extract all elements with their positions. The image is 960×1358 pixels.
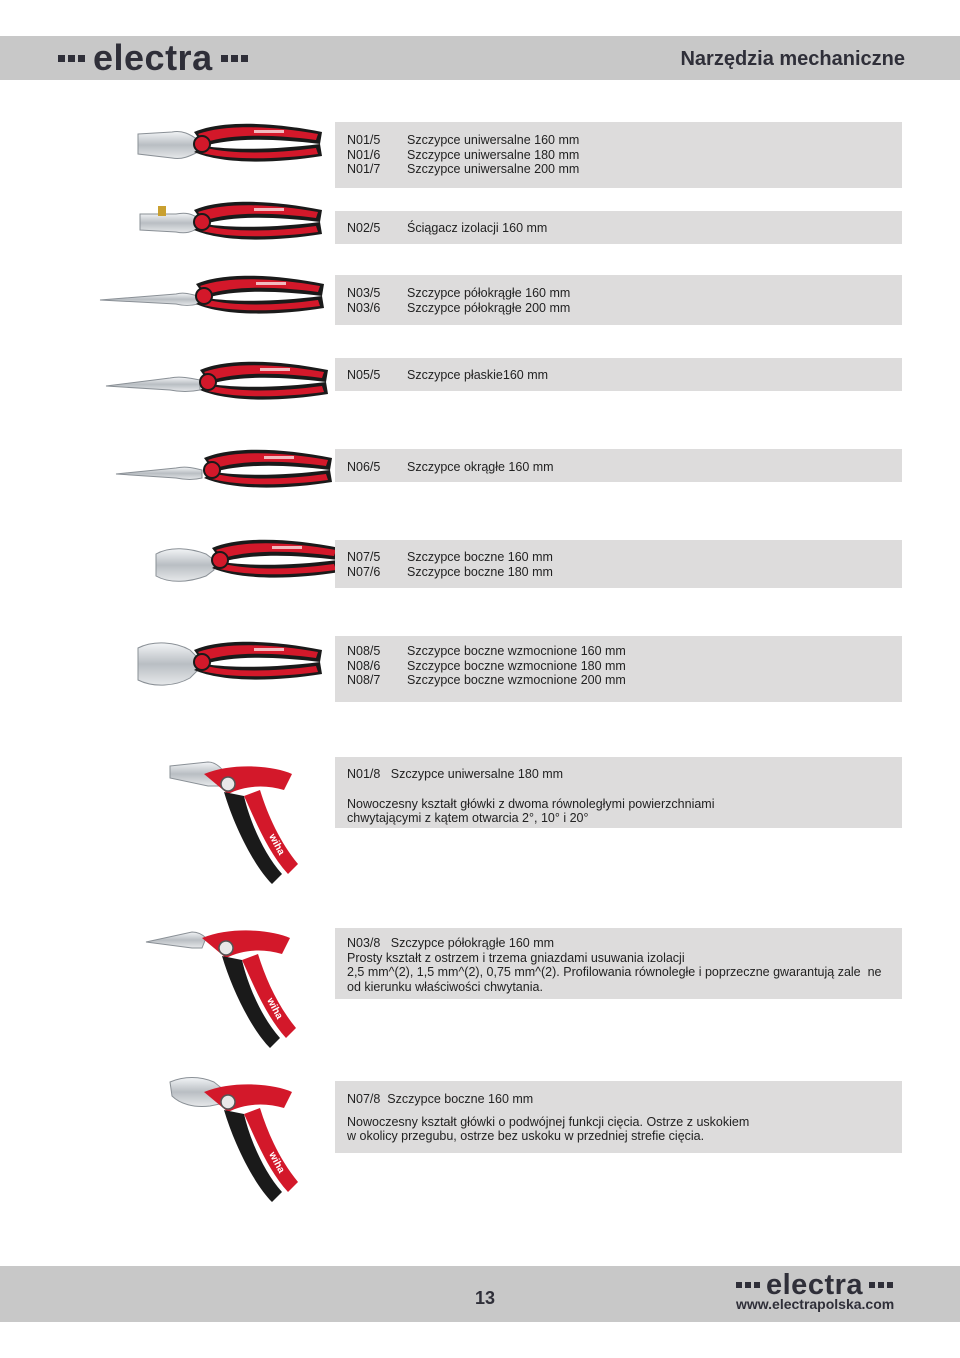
reinforced-side-cutters-image — [132, 632, 332, 698]
product-code: N05/5 — [347, 368, 381, 382]
featured-desc-line: chwytającymi z kątem otwarcia 2°, 10° i 20° — [347, 811, 589, 825]
modern-universal-pliers-image — [164, 756, 314, 886]
featured-desc-line: w okolicy przegubu, ostrze bez uskoku w przedniej strefie cięcia. — [347, 1129, 705, 1143]
product-name: Szczypce boczne wzmocnione 160 mm — [407, 644, 626, 658]
featured-desc-line: Prosty kształt z ostrzem i trzema gniazdami usuwania izolacji — [347, 950, 685, 965]
brand-name: electra — [93, 37, 213, 78]
product-name: Szczypce uniwersalne 180 mm — [407, 147, 580, 162]
product-row-n08 — [335, 636, 902, 702]
modern-side-cutters-image — [164, 1070, 314, 1210]
brand-logo — [58, 38, 248, 78]
product-name: Ściągacz izolacji 160 mm — [407, 221, 548, 235]
product-name: Szczypce boczne 160 mm — [407, 550, 553, 564]
product-row-n03 — [335, 275, 902, 325]
product-name: Szczypce boczne 180 mm — [407, 564, 553, 579]
pliers-universal-image — [132, 118, 332, 178]
logo-dots-left — [736, 1282, 760, 1288]
product-name: Szczypce półokrągłe 160 mm — [407, 286, 571, 300]
product-code: N03/6 — [347, 300, 381, 315]
product-name: Szczypce okrągłe 160 mm — [407, 460, 554, 474]
product-name: Szczypce płaskie160 mm — [407, 368, 549, 382]
product-name: Szczypce boczne wzmocnione 180 mm — [407, 658, 626, 673]
product-row-n02 — [335, 211, 902, 244]
product-code: N07/5 — [347, 550, 381, 564]
product-row-n06 — [335, 449, 902, 482]
footer-brand-name: electra — [766, 1269, 864, 1301]
product-row-n01 — [335, 122, 902, 188]
website-url[interactable]: www.electrapolska.com — [736, 1296, 895, 1312]
flat-pliers-image — [100, 352, 340, 414]
page-footer — [0, 1266, 960, 1322]
product-name: Szczypce półokrągłe 200 mm — [407, 300, 571, 315]
product-code: N01/5 — [347, 133, 381, 147]
wire-stripper-image — [132, 196, 332, 256]
featured-title: N01/8 Szczypce uniwersalne 180 mm — [347, 767, 564, 781]
product-code: N06/5 — [347, 460, 381, 474]
page-number: 13 — [475, 1288, 496, 1308]
product-row-n05 — [335, 358, 902, 391]
page-title: Narzędzia mechaniczne — [680, 48, 905, 70]
logo-dots-right — [221, 55, 248, 62]
product-row-n07 — [335, 540, 902, 588]
featured-desc-line: 2,5 mm^(2), 1,5 mm^(2), 0,75 mm^(2). Profilowania równoległe i poprzeczne gwarantują zale ne — [347, 965, 882, 979]
modern-half-round-pliers-image — [142, 920, 312, 1050]
product-name: Szczypce boczne wzmocnione 200 mm — [407, 673, 626, 687]
product-code: N08/7 — [347, 673, 381, 687]
product-names — [407, 133, 579, 177]
page-header — [0, 36, 960, 80]
logo-dots-left — [58, 55, 85, 62]
featured-row-n03-8 — [335, 928, 902, 999]
product-code: N01/6 — [347, 147, 381, 162]
featured-row-n07-8 — [335, 1081, 902, 1153]
product-code: N08/5 — [347, 644, 381, 658]
product-code: N01/7 — [347, 162, 381, 176]
product-name: Szczypce uniwersalne 200 mm — [407, 162, 580, 176]
product-codes — [347, 133, 380, 177]
half-round-pliers-image — [96, 270, 336, 330]
featured-desc-line: Nowoczesny kształt główki z dwoma równoległymi powierzchniami — [347, 796, 715, 811]
product-name: Szczypce uniwersalne 160 mm — [407, 133, 580, 147]
featured-row-n01-8 — [335, 757, 902, 828]
product-code: N07/6 — [347, 564, 381, 579]
side-cutters-image — [150, 534, 350, 596]
product-code: N03/5 — [347, 286, 381, 300]
product-code: N08/6 — [347, 658, 381, 673]
product-code: N02/5 — [347, 221, 381, 235]
featured-desc-line: Nowoczesny kształt główki o podwójnej funkcji cięcia. Ostrze z uskokiem — [347, 1114, 750, 1129]
logo-dots-right — [869, 1282, 893, 1288]
featured-desc-line: od kierunku właściwości chwytania. — [347, 979, 543, 994]
featured-title: N03/8 Szczypce półokrągłe 160 mm — [347, 936, 555, 950]
round-pliers-image — [110, 442, 340, 502]
featured-title: N07/8 Szczypce boczne 160 mm — [347, 1092, 534, 1106]
